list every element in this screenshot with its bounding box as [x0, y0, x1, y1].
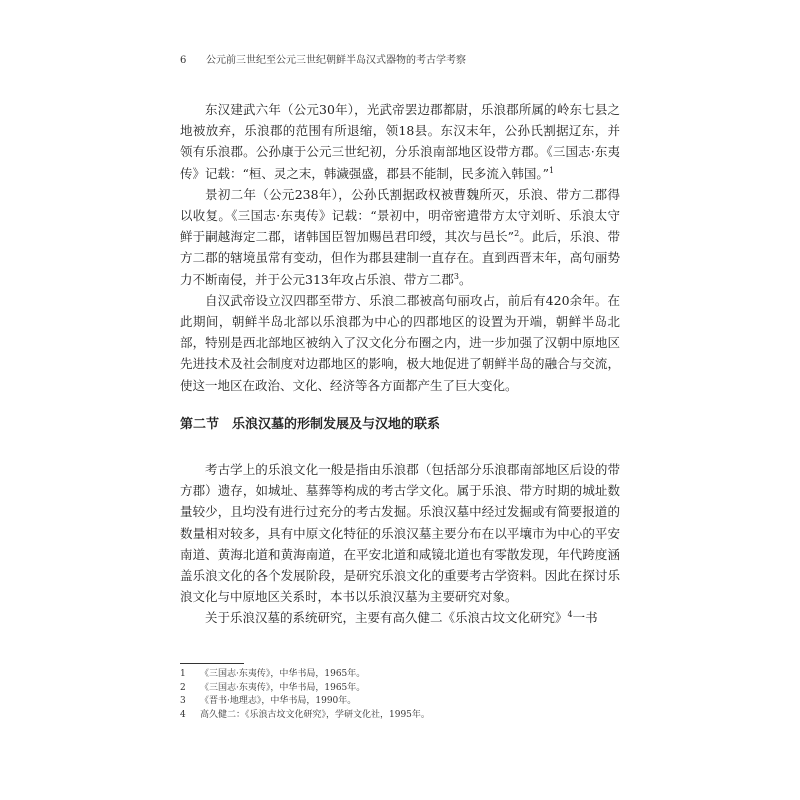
- footnote-ref[interactable]: 4: [567, 610, 573, 620]
- footnote-ref[interactable]: 3: [453, 271, 459, 281]
- footnote-ref[interactable]: 1: [549, 165, 555, 175]
- paragraph: 考古学上的乐浪文化一般是指由乐浪郡（包括部分乐浪郡南部地区后设的带方郡）遗存，如城址、墓葬等构成的考古学文化。属于乐浪、带方时期的城址数量较少，且均没有进行过充分的考古发掘。乐浪汉墓中经过发掘或有简要报道的数量相对较多，具有中原文化特征的乐浪汉墓主要分布在以平壤市为中心的平安南道、黄海北道和黄海南道，在平安北道和咸镜北道也有零散发现，年代跨度涵盖乐浪文化的各个发展阶段，是研究乐浪文化的重要考古学资料。因此在探讨乐浪文化与中原地区关系时，本书以乐浪汉墓为主要研究对象。: [180, 462, 620, 605]
- section-heading: 第二节 乐浪汉墓的形制发展及与汉地的联系: [180, 416, 441, 432]
- footnote-item: 3 《晋书·地理志》，中华书局，1990年。: [180, 696, 357, 706]
- footnote-divider: [180, 663, 244, 664]
- footnote-item: 2 《三国志·东夷传》，中华书局，1965年。: [180, 682, 366, 693]
- running-header: [180, 51, 466, 66]
- footnote-item: 1 《三国志·东夷传》，中华书局，1965年。: [180, 669, 366, 679]
- footnote-ref[interactable]: 2: [514, 229, 520, 239]
- paragraph: 自汉武帝设立汉四郡至带方、乐浪二郡被高句丽攻占，前后有420余年。在此期间，朝鲜半岛北部以乐浪郡为中心的四郡地区的设置为开端，朝鲜半岛北部，特别是西北部地区被纳入了汉文化分布圈之内，进一步加强了汉朝中原地区先进技术及社会制度对边郡地区的影响，极大地促进了朝鲜半岛的融合与交流，使这一地区在政治、文化、经济等各方面都产生了巨大变化。: [180, 292, 620, 393]
- paragraph: 关于乐浪汉墓的系统研究，主要有高久健二《乐浪古坟文化研究》$^4$一书: [205, 610, 598, 626]
- footnote-item: 4 高久健二：《乐浪古坟文化研究》，学研文化社，1995年。: [180, 709, 430, 720]
- running-title: 公元前三世纪至公元三世纪朝鲜半岛汉式器物的考古学考察: [206, 55, 466, 66]
- paragraph: 东汉建武六年（公元30年），光武帝罢边郡都尉，乐浪郡所属的岭东七县之地被放弃，乐浪郡的范围有所退缩，领18县。东汉末年，公孙氏割据辽东，并领有乐浪郡。公孙康于公元三世纪初，分乐浪南部地区设带方郡。《三国志·东夷传》记载：“桓、灵之末，韩濊强盛，郡县不能制，民多流入韩国。”$^1$: [180, 102, 620, 181]
- main-text: [180, 99, 620, 629]
- paragraph: 景初二年（公元238年），公孙氏割据政权被曹魏所灭，乐浪、带方二郡得以收复。《三国志·东夷传》记载：“景初中，明帝密遣带方太守刘昕、乐浪太守鲜于嗣越海定二郡，诸韩国臣智加赐邑君印绶，其次与邑长”$^2$。此后，乐浪、带方二郡的辖境虽常有变动，但作为郡县建制一直存在。直到西晋末年，高句丽势力不断南侵，并于公元313年攻占乐浪、带方二郡$^3$。: [180, 186, 620, 287]
- footnotes: [180, 668, 620, 722]
- page-number: 6: [180, 55, 187, 66]
